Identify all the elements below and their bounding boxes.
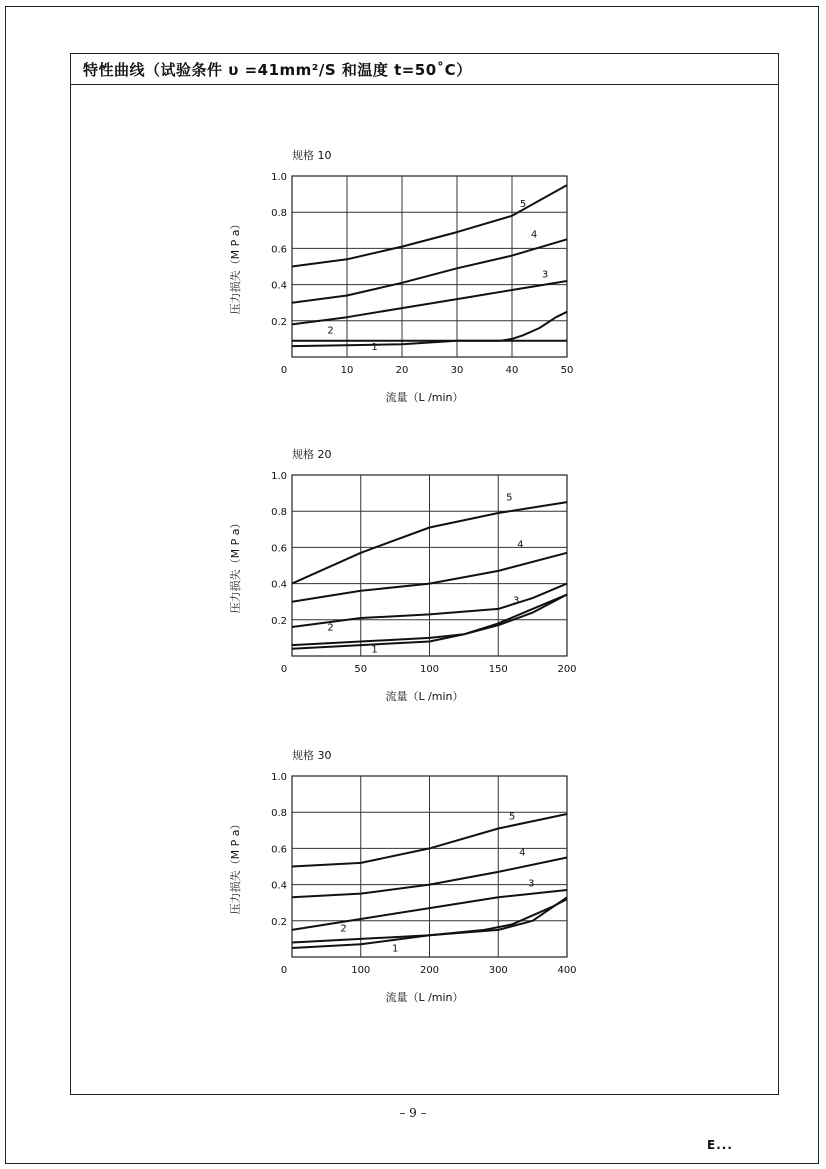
y-tick-label: 1.0 — [271, 172, 287, 183]
curve-label: 4 — [517, 539, 524, 551]
y-tick-label: 0.6 — [271, 543, 287, 555]
y-tick-label: 1.0 — [271, 772, 287, 783]
y-tick-label: 0.8 — [271, 507, 287, 519]
series-line-5 — [292, 185, 567, 266]
curve-label: 2 — [327, 325, 334, 337]
curve-label: 4 — [519, 847, 526, 859]
curve-label: 5 — [519, 198, 527, 210]
chart-2 — [228, 447, 577, 703]
curve-label: 5 — [506, 492, 513, 504]
x-tick-label: 30 — [450, 365, 464, 376]
curve-label: 3 — [512, 595, 520, 607]
x-tick-label: 0 — [280, 965, 288, 976]
y-tick-label: 0.4 — [271, 280, 287, 292]
y-axis-label: 压力损失（M P a） — [229, 517, 242, 614]
curve-label: 2 — [340, 923, 347, 935]
y-axis-label: 压力损失（M P a） — [229, 218, 242, 315]
curve-label: 1 — [371, 341, 378, 353]
y-axis-label: 压力损失（M P a） — [229, 818, 242, 915]
x-tick-label: 200 — [557, 664, 577, 675]
x-tick-label: 100 — [419, 664, 440, 675]
y-tick-label: 0.2 — [271, 615, 287, 627]
series-line-3 — [292, 281, 567, 324]
x-tick-label: 0 — [280, 664, 288, 675]
company-logo: E... — [707, 1138, 733, 1152]
x-tick-label: 40 — [505, 365, 519, 376]
x-tick-label: 150 — [488, 664, 508, 675]
x-tick-label: 50 — [354, 664, 368, 675]
y-tick-label: 0.4 — [271, 579, 287, 591]
chart-title: 规格 10 — [292, 149, 332, 162]
x-axis-label: 流量（L /min） — [385, 991, 464, 1004]
y-tick-label: 0.2 — [271, 316, 287, 328]
page-title: 特性曲线（试验条件 υ =41mm²/S 和温度 t=50˚C） — [83, 61, 472, 79]
curve-label: 1 — [391, 943, 399, 955]
page-number: – 9 – — [399, 1106, 427, 1120]
chart-title: 规格 30 — [292, 749, 332, 762]
chart-title: 规格 20 — [292, 448, 332, 461]
x-axis-label: 流量（L /min） — [385, 391, 464, 404]
x-tick-label: 100 — [351, 965, 371, 976]
y-tick-label: 0.6 — [271, 244, 287, 256]
y-tick-label: 0.2 — [271, 916, 287, 928]
x-tick-label: 400 — [557, 965, 577, 976]
x-tick-label: 300 — [488, 965, 508, 976]
chart-3 — [228, 748, 577, 1004]
chart-1 — [228, 148, 573, 404]
curve-label: 1 — [371, 644, 378, 656]
curve-label: 2 — [327, 622, 334, 634]
curve-label: 4 — [530, 229, 538, 241]
y-tick-label: 1.0 — [271, 471, 287, 482]
curve-label: 5 — [508, 811, 516, 823]
y-tick-label: 0.8 — [271, 208, 287, 220]
x-tick-label: 200 — [419, 965, 440, 976]
y-tick-label: 0.8 — [271, 808, 287, 820]
curve-label: 3 — [528, 878, 535, 890]
y-tick-label: 0.4 — [271, 880, 287, 892]
y-tick-label: 0.6 — [271, 844, 287, 856]
x-tick-label: 10 — [340, 365, 354, 376]
x-tick-label: 0 — [280, 365, 288, 376]
curve-label: 3 — [541, 269, 549, 281]
x-tick-label: 50 — [560, 365, 574, 376]
x-tick-label: 20 — [395, 365, 409, 376]
x-axis-label: 流量（L /min） — [385, 690, 464, 703]
